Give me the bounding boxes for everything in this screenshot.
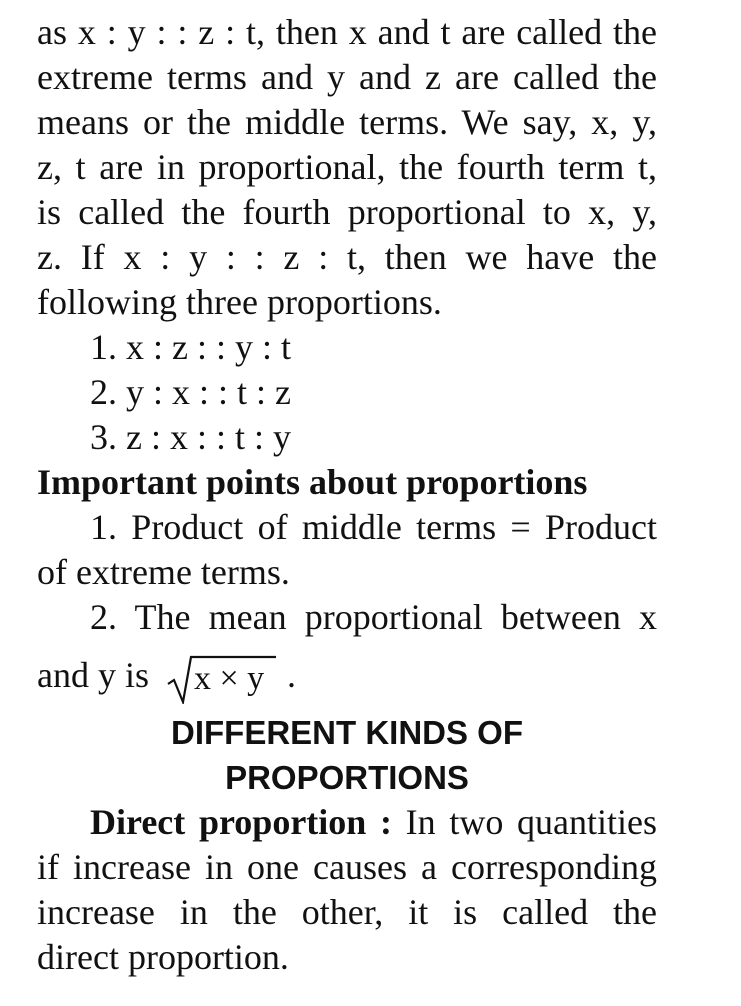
proportion-item: 1. x : z : : y : t bbox=[90, 327, 291, 367]
formula-prefix: and y is bbox=[37, 655, 149, 695]
paragraph-line: if increase in one causes a corresponding bbox=[37, 847, 657, 887]
formula-suffix: . bbox=[287, 655, 296, 695]
paragraph-line: extreme terms and y and z are called the bbox=[37, 57, 657, 97]
section-heading-line-1: DIFFERENT KINDS OF bbox=[171, 714, 523, 751]
document-page bbox=[37, 10, 657, 980]
paragraph-line: as x : y : : z : t, then x and t are called the bbox=[37, 12, 657, 52]
paragraph-line: increase in the other, it is called the bbox=[37, 892, 657, 932]
important-points-heading: Important points about proportions bbox=[37, 462, 588, 502]
direct-proportion-text: In two quantities bbox=[392, 802, 658, 842]
paragraph-line: following three proportions. bbox=[37, 282, 442, 322]
section-heading-line-2: PROPORTIONS bbox=[225, 759, 469, 796]
square-root-expression bbox=[166, 654, 278, 704]
point-2-line-1: 2. The mean proportional between x bbox=[90, 597, 657, 637]
point-1-line-1: 1. Product of middle terms = Product bbox=[90, 507, 657, 547]
proportions-list bbox=[37, 325, 657, 460]
direct-proportion-line-1 bbox=[37, 800, 657, 845]
radicand: x × y bbox=[194, 659, 265, 697]
proportion-item: 3. z : x : : t : y bbox=[90, 417, 291, 457]
paragraph-line: is called the fourth proportional to x, y, bbox=[37, 192, 657, 232]
proportion-item: 2. y : x : : t : z bbox=[90, 372, 291, 412]
paragraph-line: direct proportion. bbox=[37, 937, 289, 977]
paragraph-line: z, t are in proportional, the fourth term t, bbox=[37, 147, 657, 187]
intro-paragraph bbox=[37, 10, 657, 325]
paragraph-line: z. If x : y : : z : t, then we have the bbox=[37, 237, 657, 277]
mean-proportional-formula bbox=[37, 640, 657, 710]
direct-proportion-paragraph bbox=[37, 800, 657, 980]
direct-proportion-term: Direct proportion : bbox=[90, 802, 392, 842]
paragraph-line: means or the middle terms. We say, x, y, bbox=[37, 102, 657, 142]
point-1-line-2: of extreme terms. bbox=[37, 552, 290, 592]
